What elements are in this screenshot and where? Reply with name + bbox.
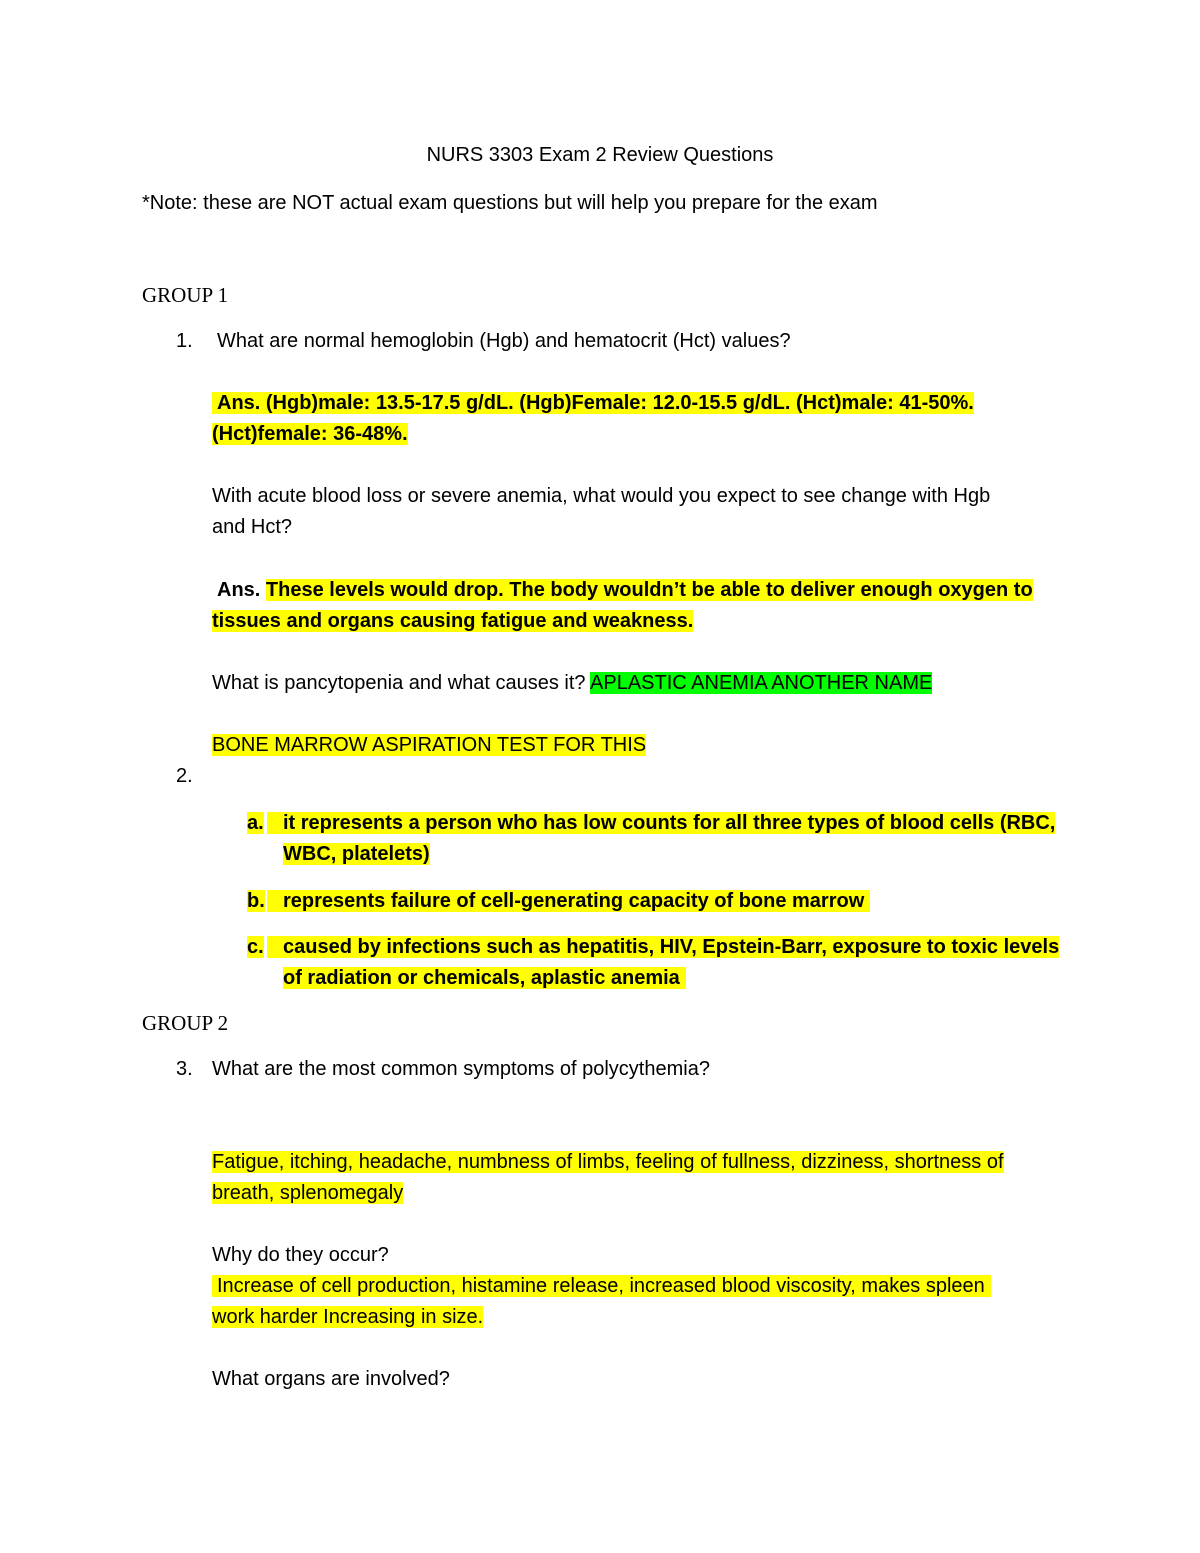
note-text: *Note: these are NOT actual exam questions but will help you prepare for the exam (142, 192, 878, 214)
q3-number: 3. (176, 1058, 193, 1080)
q2-item-b-letter-text: b. (247, 890, 265, 912)
q3-why-question: Why do they occur? (212, 1244, 389, 1266)
q3-answer-line2-text: breath, splenomegaly (212, 1182, 404, 1204)
q2-item-c-line1 (267, 933, 1059, 961)
q3-why-line2 (212, 1303, 483, 1331)
q2-item-b-letter (247, 887, 265, 915)
group-2-heading: GROUP 2 (142, 1011, 229, 1035)
q3-answer-line1-text: Fatigue, itching, headache, numbness of limbs, feeling of fullness, dizziness, shortness of (212, 1151, 1004, 1173)
q2-item-c-line2 (283, 964, 686, 992)
group-1-heading: GROUP 1 (142, 283, 229, 307)
q2-item-c-letter-text: c. (247, 936, 264, 958)
q1-answer-line2 (212, 420, 408, 448)
q3-why-line2-text: work harder Increasing in size. (212, 1306, 484, 1328)
q3-answer-line2 (212, 1179, 403, 1207)
q3-organs-question: What organs are involved? (212, 1368, 450, 1390)
q1-answer-line2-text: (Hct)female: 36-48%. (212, 423, 408, 445)
q2-test-note-text: BONE MARROW ASPIRATION TEST FOR THIS (212, 734, 647, 756)
q1-ans2-line2 (212, 607, 693, 635)
q1-ans2-line1 (217, 576, 1033, 604)
q2-item-a-letter (247, 809, 264, 837)
q1-ans2-line1-text: These levels would drop. The body wouldn’t be able to deliver enough oxygen to (265, 579, 1033, 601)
q2-question: What is pancytopenia and what causes it? (212, 672, 586, 694)
q1-ans2-prefix: Ans. (217, 579, 261, 601)
q2-question-line (212, 669, 932, 697)
q2-green-answer: APLASTIC ANEMIA ANOTHER NAME (590, 672, 933, 694)
q2-item-c-line2-text: of radiation or chemicals, aplastic anemia (283, 967, 686, 989)
q1-answer-line1 (212, 389, 974, 417)
q2-item-a-letter-text: a. (247, 812, 264, 834)
page-title: NURS 3303 Exam 2 Review Questions (426, 144, 774, 166)
q2-number: 2. (176, 765, 193, 787)
q2-item-c-line1-text: caused by infections such as hepatitis, HIV, Epstein-Barr, exposure to toxic levels (267, 936, 1059, 958)
q3-answer-line1 (212, 1148, 1004, 1176)
q1-answer-line1-text: Ans. (Hgb)male: 13.5-17.5 g/dL. (Hgb)Female: 12.0-15.5 g/dL. (Hct)male: 41-50%. (212, 392, 974, 414)
q2-item-a-line1 (267, 809, 1055, 837)
q3-question: What are the most common symptoms of polycythemia? (212, 1058, 710, 1080)
q2-item-b-line1-text: represents failure of cell-generating capacity of bone marrow (267, 890, 870, 912)
q3-why-line1-text: Increase of cell production, histamine release, increased blood viscosity, makes spleen (212, 1275, 991, 1297)
q2-item-a-line1-text: it represents a person who has low counts for all three types of blood cells (RBC, (267, 812, 1055, 834)
q2-item-a-line2 (283, 840, 430, 868)
q2-item-a-line2-text: WBC, platelets) (283, 843, 430, 865)
q2-item-b-line1 (267, 887, 870, 915)
q2-item-c-letter (247, 933, 264, 961)
q1-followup-line1: With acute blood loss or severe anemia, what would you expect to see change with Hgb (212, 485, 991, 507)
q1-question: What are normal hemoglobin (Hgb) and hematocrit (Hct) values? (217, 330, 791, 352)
q1-ans2-line2-text: tissues and organs causing fatigue and weakness. (212, 610, 694, 632)
q3-why-line1 (212, 1272, 991, 1300)
q2-test-note (212, 731, 646, 759)
q1-followup-line2: and Hct? (212, 516, 293, 538)
q1-number: 1. (176, 330, 193, 352)
